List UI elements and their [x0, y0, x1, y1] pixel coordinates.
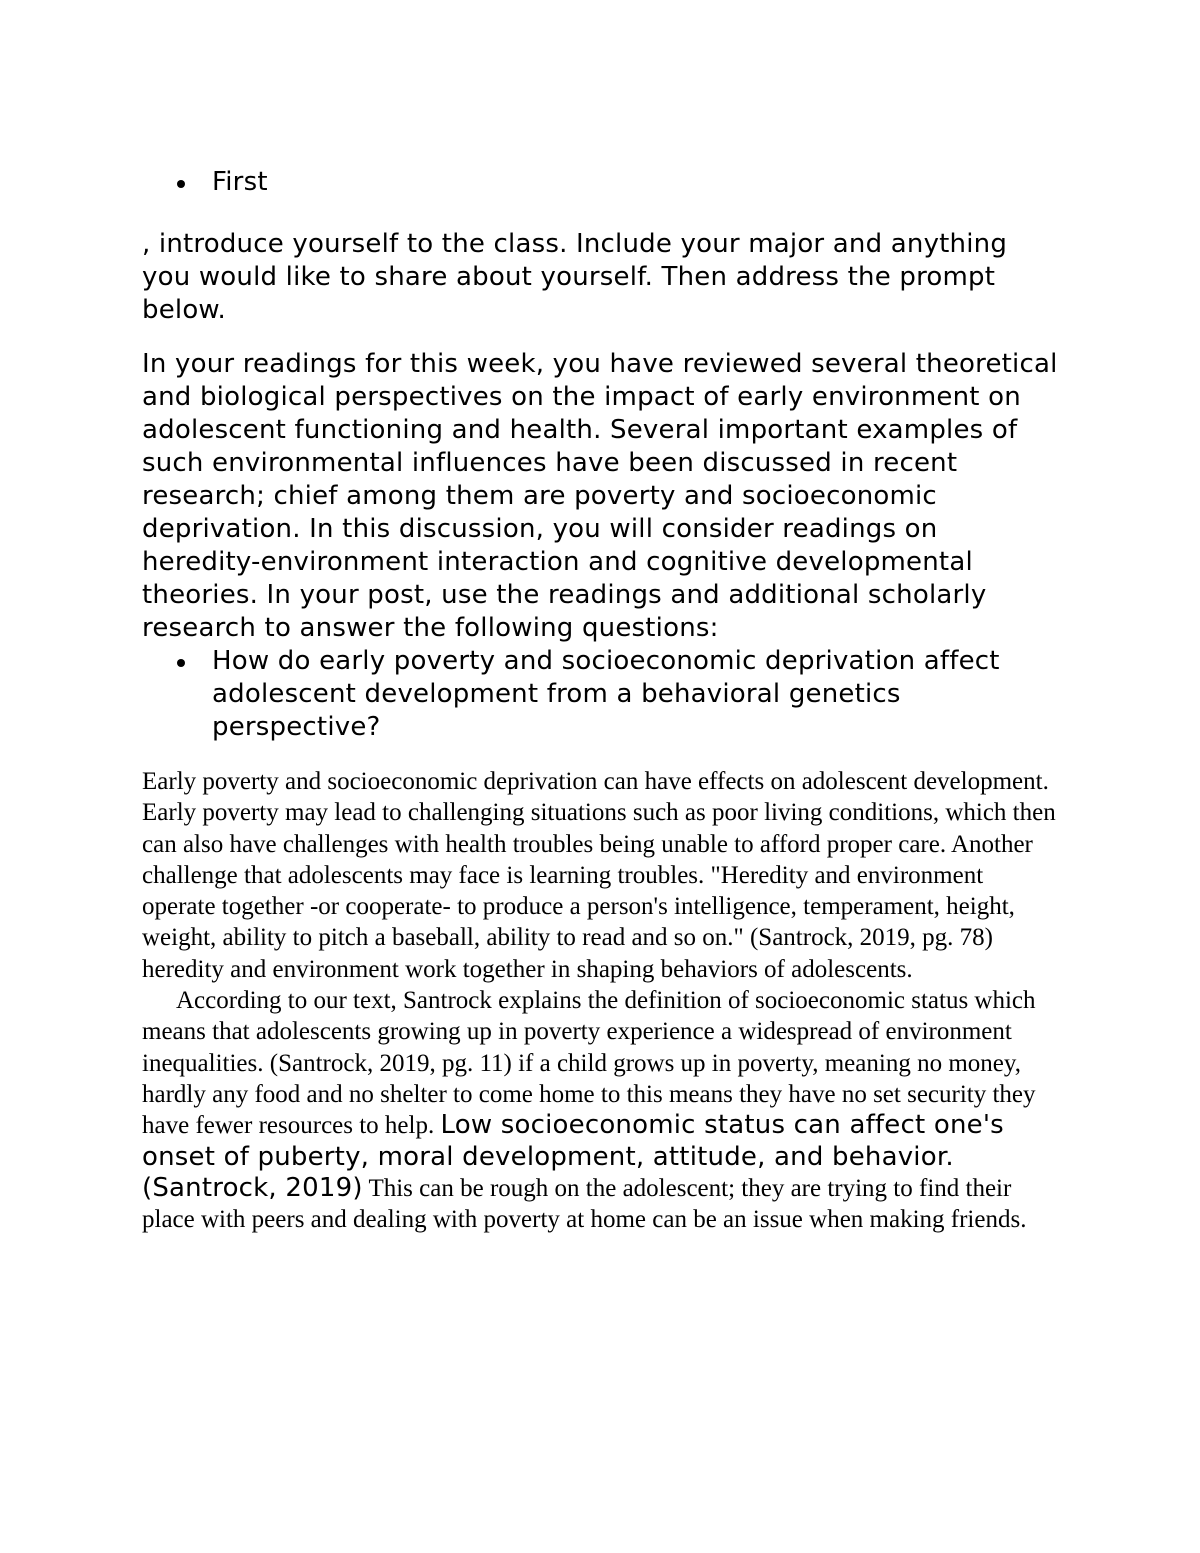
bullet-icon	[177, 659, 185, 667]
list-item	[142, 166, 1062, 199]
answer-paragraph-2-text-2: This can be rough on the adolescent; they are trying to find their place with peers and dealing with poverty at home can be an issue when making friends.	[142, 1174, 1027, 1234]
intro-paragraph: , introduce yourself to the class. Include your major and anything you would like to share about yourself. Then address the prompt below.	[142, 229, 1008, 325]
document-content	[142, 166, 1062, 1235]
question-bullet-text: How do early poverty and socioeconomic deprivation affect adolescent development from a behavioral genetics perspective?	[212, 646, 1000, 742]
list-item	[142, 645, 1062, 744]
readings-paragraph: In your readings for this week, you have reviewed several theoretical and biological perspectives on the impact of early environment on adolescent functioning and health. Several important examples of such environmental influences have been discussed in recent research; chief among them are poverty and socioeconomic deprivation. In this discussion, you will consider readings on heredity-environment interaction and cognitive developmental theories. In your post, use the readings and additional scholarly research to answer the following questions:	[142, 349, 1058, 643]
answer-paragraph-2-sans-text: Low socioeconomic status can affect one's onset of puberty, moral development, attitude, and behavior. (Santrock, 2019)	[142, 1110, 1004, 1203]
bullet-icon	[177, 180, 185, 188]
answer-paragraph-1: Early poverty and socioeconomic deprivation can have effects on adolescent development. Early poverty may lead to challenging situations such as poor living conditions, which then can also have challenges with health troubles being unable to afford proper care. Another challenge that adolescents may face is learning troubles. "Heredity and environment operate together -or cooperate- to produce a person's intelligence, temperament, height, weight, ability to pitch a baseball, ability to read and so on." (Santrock, 2019, pg. 78) heredity and environment work together in shaping behaviors of adolescents.	[142, 768, 1056, 983]
answer-paragraph-2-text-1: According to our text, Santrock explains the definition of socioeconomic status which means that adolescents growing up in poverty experience a widespread of environment inequalities. (Santrock, 2019, pg. 11) if a child grows up in poverty, meaning no money, hardly any food and no shelter to come home to this means they have no set security they have fewer resources to help.	[142, 987, 1036, 1140]
first-bullet-list	[142, 166, 1062, 199]
answer-paragraph-2	[142, 985, 1062, 1235]
bullet-first-text: First	[212, 167, 268, 197]
question-bullet-list	[142, 645, 1062, 744]
